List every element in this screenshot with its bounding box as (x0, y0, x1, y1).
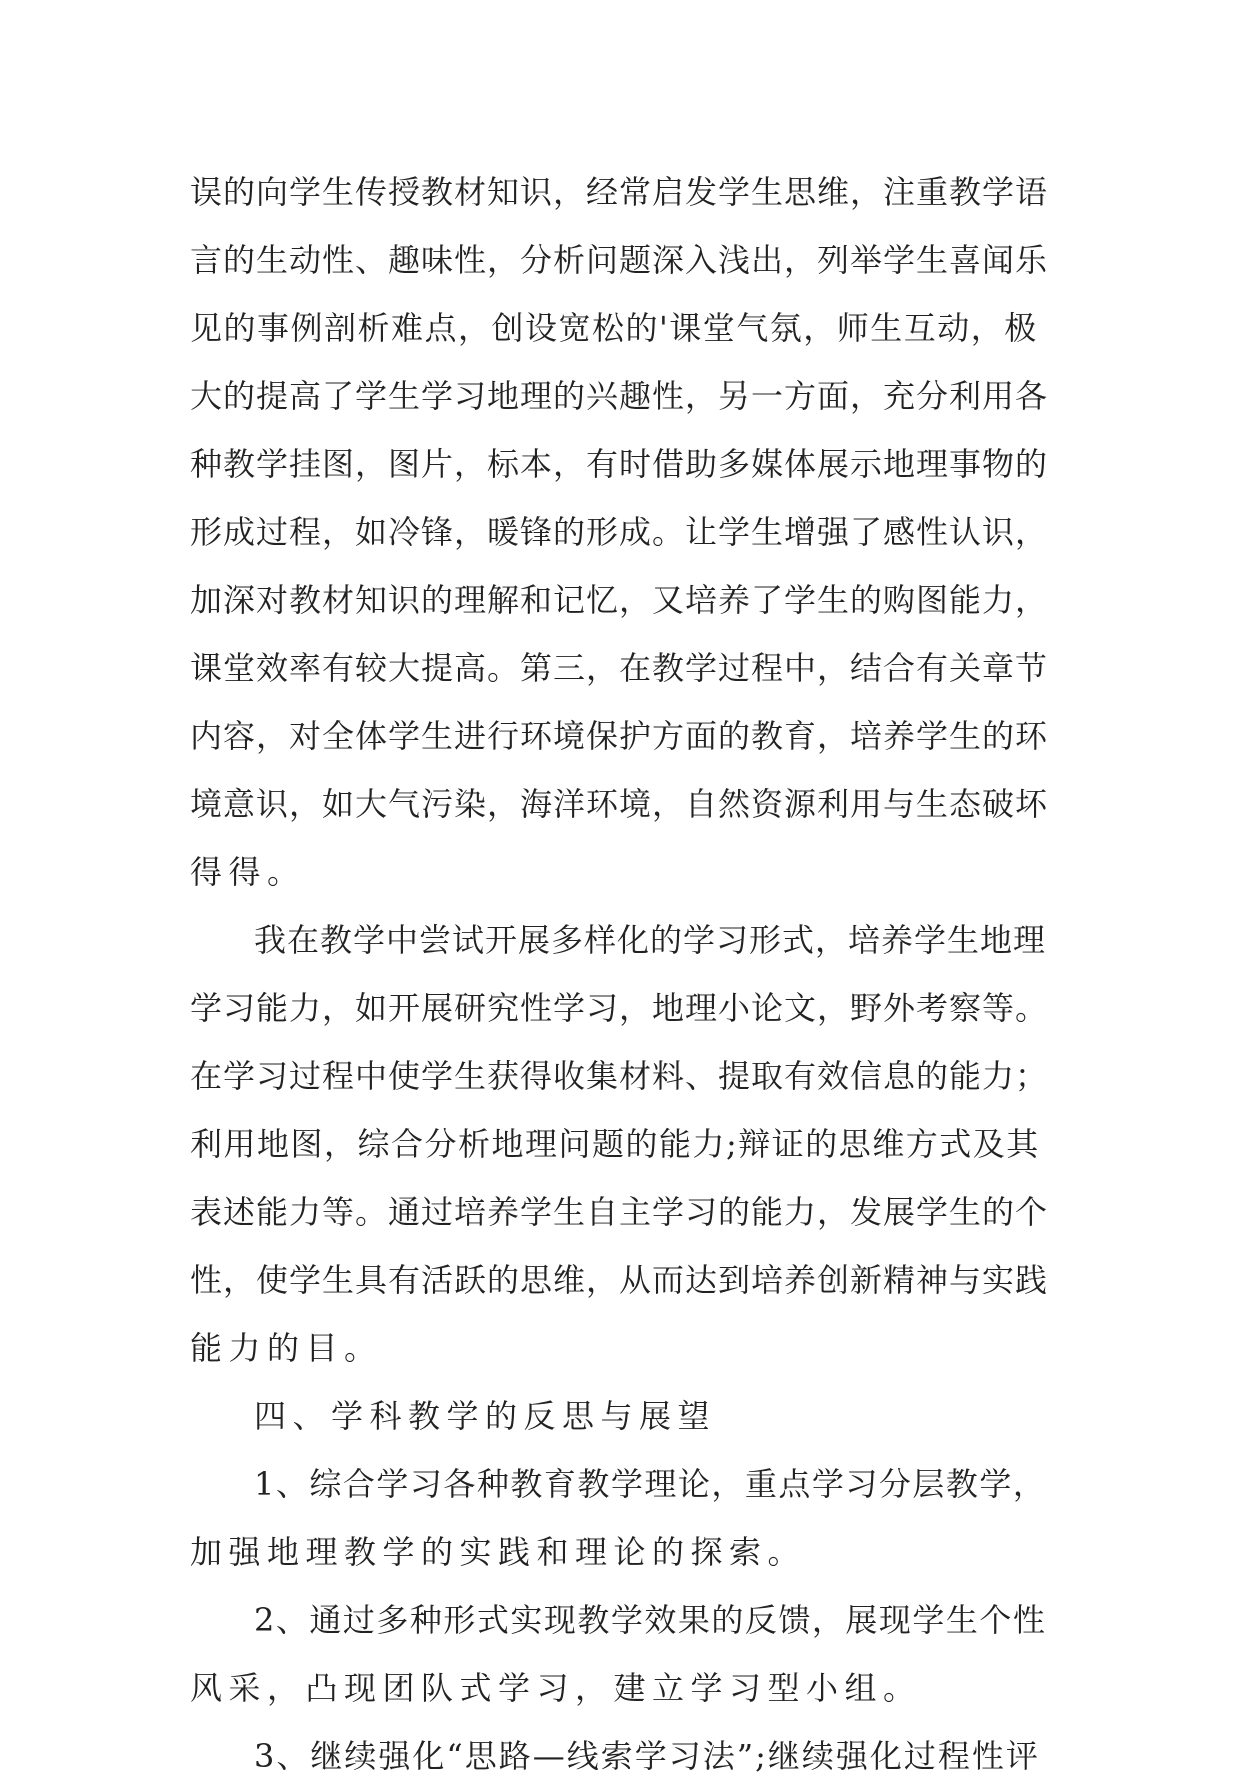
text-line: 误的向学生传授教材知识，经常启发学生思维，注重教学语 (190, 173, 1049, 211)
text-line: 学习能力，如开展研究性学习，地理小论文，野外考察等。 (190, 989, 1049, 1027)
text-line: 境意识，如大气污染，海洋环境，自然资源利用与生态破坏 (190, 785, 1049, 823)
text-line: 形成过程，如冷锋，暖锋的形成。让学生增强了感性认识， (190, 513, 1049, 551)
text-line: 得得。 (190, 853, 306, 891)
text-line: 利用地图，综合分析地理问题的能力;辩证的思维方式及其 (190, 1125, 1040, 1163)
text-line: 加深对教材知识的理解和记忆，又培养了学生的购图能力， (190, 581, 1049, 619)
text-line: 加强地理教学的实践和理论的探索。 (190, 1533, 807, 1571)
paragraph-first-line: 我在教学中尝试开展多样化的学习形式，培养学生地理 (254, 921, 1047, 959)
text-line: 见的事例剖析难点，创设宽松的'课堂气氛，师生互动，极 (190, 309, 1038, 347)
text-line: 课堂效率有较大提高。第三，在教学过程中，结合有关章节 (190, 649, 1049, 687)
document-body (190, 158, 1050, 1790)
text-line: 能力的目。 (190, 1329, 383, 1367)
list-item-2-first-line: 2、通过多种形式实现教学效果的反馈，展现学生个性 (254, 1601, 1047, 1639)
text-line: 在学习过程中使学生获得收集材料、提取有效信息的能力； (190, 1057, 1049, 1095)
text-line: 种教学挂图，图片，标本，有时借助多媒体展示地理事物的 (190, 445, 1049, 483)
text-line: 性，使学生具有活跃的思维，从而达到培养创新精神与实践 (190, 1261, 1049, 1299)
text-line: 大的提高了学生学习地理的兴趣性，另一方面，充分利用各 (190, 377, 1049, 415)
text-line: 言的生动性、趣味性，分析问题深入浅出，列举学生喜闻乐 (190, 241, 1049, 279)
list-item-3-first-line: 3、继续强化“思路—线索学习法”;继续强化过程性评 (254, 1737, 1040, 1775)
text-line: 风采，凸现团队式学习，建立学习型小组。 (190, 1669, 922, 1707)
text-line: 内容，对全体学生进行环境保护方面的教育，培养学生的环 (190, 717, 1049, 755)
list-item-1-first-line: 1、综合学习各种教育教学理论，重点学习分层教学， (254, 1465, 1047, 1503)
section-heading: 四、学科教学的反思与展望 (254, 1397, 717, 1435)
text-line: 表述能力等。通过培养学生自主学习的能力，发展学生的个 (190, 1193, 1049, 1231)
